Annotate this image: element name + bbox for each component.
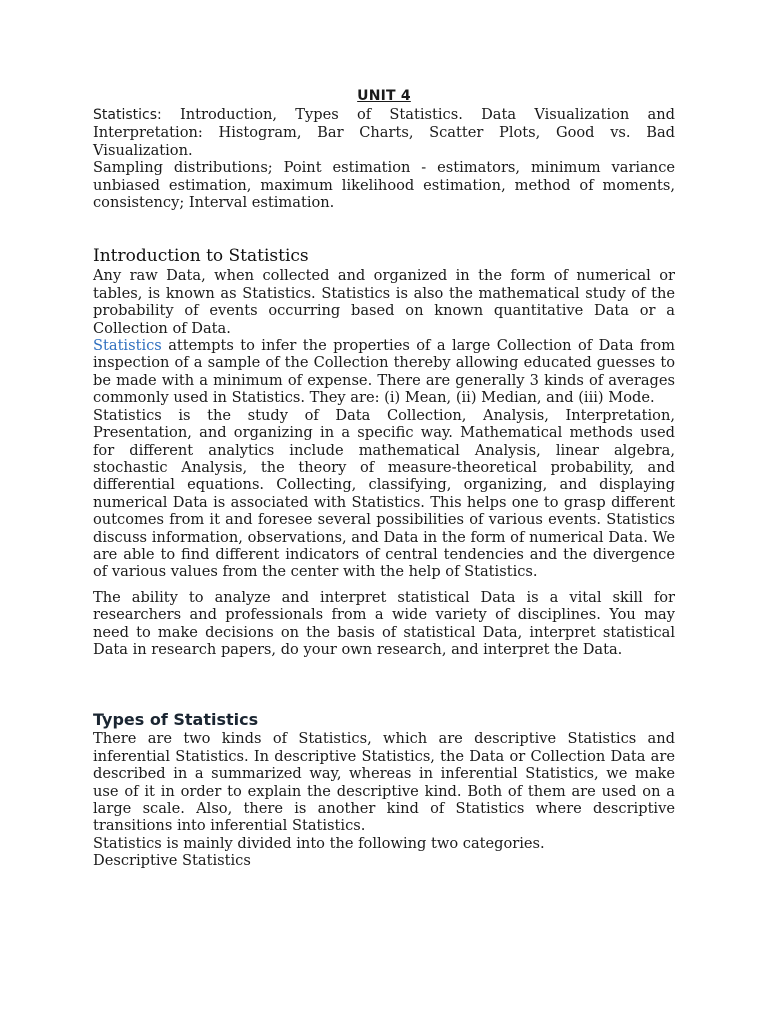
syllabus-paragraph — [93, 106, 675, 159]
syllabus-label: Statistics: — [93, 107, 162, 123]
intro-heading: Introduction to Statistics — [93, 246, 309, 267]
intro-paragraph-4: The ability to analyze and interpret statistical Data is a vital skill for researchers and professionals from a wide variety of disciplines. You may need to make decisions on the basis of statistical Data, interpret statistical Data in research papers, do your own research, and interpret the Data. — [93, 588, 675, 658]
intro-paragraph-3: Statistics is the study of Data Collection, Analysis, Interpretation, Presentation, and organizing in a specific way. Mathematical methods used for different analytics include mathematical Analysis, linear algebra, stochastic Analysis, the theory of measure-theoretical probability, and differential equations. Collecting, classifying, organizing, and displaying numerical Data is associated with Statistics. This helps one to grasp different outcomes from it and foresee several possibilities of various events. Statistics discuss information, observations, and Data in the form of numerical Data. We are able to find different indicators of central tendencies and the divergence of various values from the center with the help of Statistics. — [93, 406, 675, 581]
intro-paragraph-2 — [93, 337, 675, 407]
statistics-link[interactable]: Statistics — [93, 337, 162, 355]
intro-paragraph-2-text: attempts to infer the properties of a large Collection of Data from inspection of a sample of the Collection thereby allowing educated guesses to be made with a minimum of expense. There are generally 3 kinds of averages commonly used in Statistics. They are: (i) Mean, (ii) Median, and (iii) Mode. — [93, 337, 675, 407]
unit-title: UNIT 4 — [357, 88, 411, 104]
types-paragraph-1: There are two kinds of Statistics, which are descriptive Statistics and inferential Statistics. In descriptive Statistics, the Data or Collection Data are described in a summarized way, whereas in inferential Statistics, we make use of it in order to explain the descriptive kind. Both of them are used on a large scale. Also, there is another kind of Statistics where descriptive transitions into inferential Statistics. — [93, 730, 675, 835]
types-heading: Types of Statistics — [93, 710, 259, 730]
spacer — [93, 211, 675, 245]
document-page — [93, 86, 675, 870]
sampling-paragraph: Sampling distributions; Point estimation - estimators, minimum variance unbiased estimation, maximum likelihood estimation, method of moments, consistency; Interval estimation. — [93, 159, 675, 212]
intro-paragraph-1: Any raw Data, when collected and organized in the form of numerical or tables, is known as Statistics. Statistics is also the mathematical study of the probability of events occurring based on known quantitative Data or a Collection of Data. — [93, 267, 675, 337]
spacer — [93, 581, 675, 589]
spacer — [93, 658, 675, 710]
types-paragraph-3: Descriptive Statistics — [93, 852, 251, 870]
types-paragraph-2: Statistics is mainly divided into the following two categories. — [93, 834, 545, 852]
syllabus-text: Introduction, Types of Statistics. Data Visualization and Interpretation: Histogram, Bar Charts, Scatter Plots, Good vs. Bad Visualization. — [93, 106, 675, 159]
